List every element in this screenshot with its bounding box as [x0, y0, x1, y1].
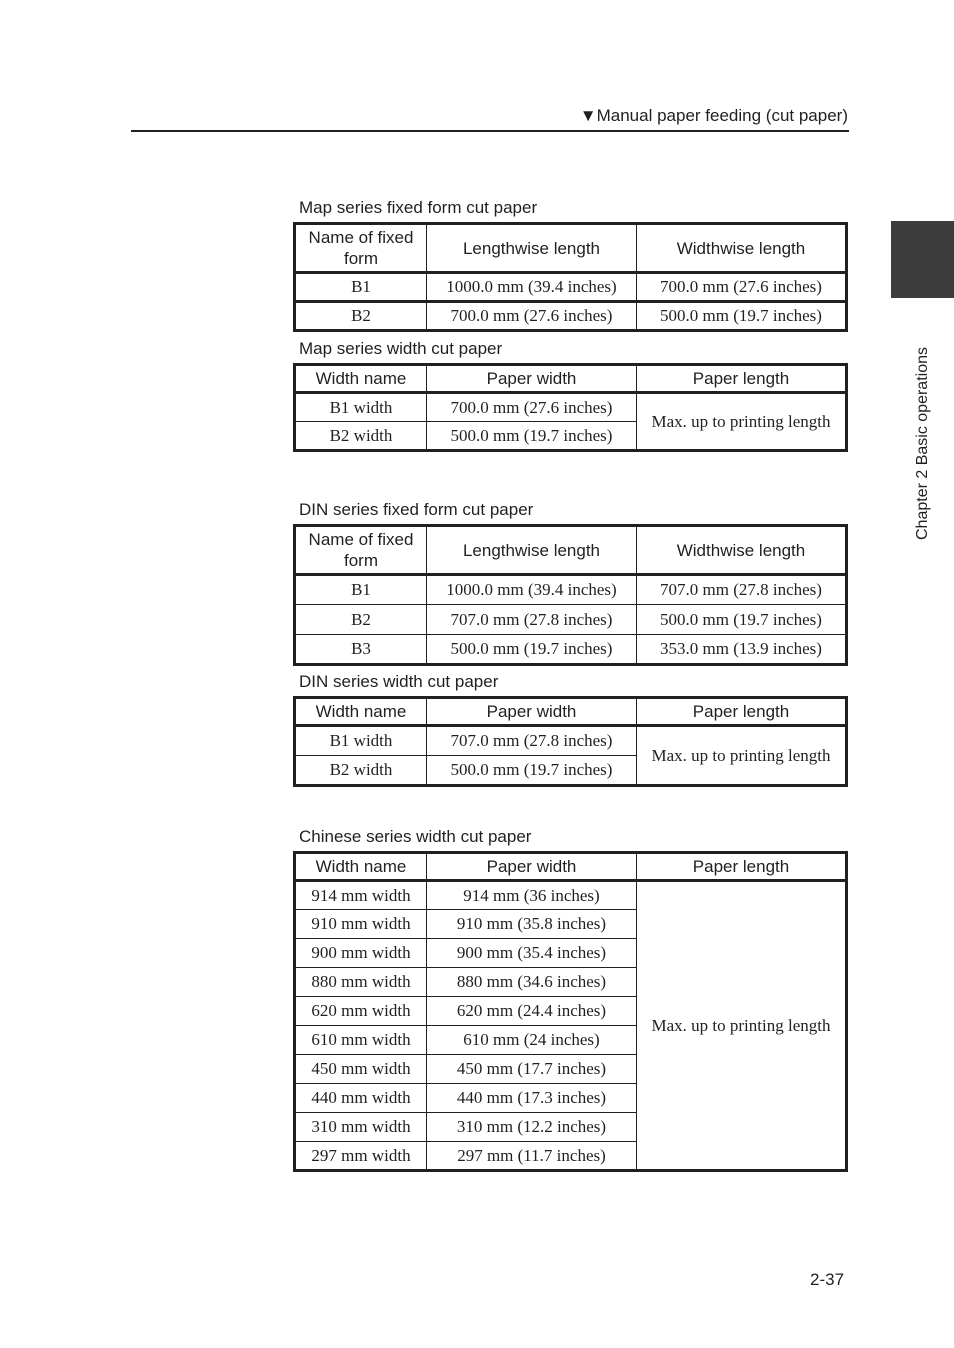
- table-header-row: [295, 853, 847, 881]
- table-cell: 707.0 mm (27.8 inches): [427, 605, 637, 635]
- table-cell: 353.0 mm (13.9 inches): [637, 635, 847, 665]
- table-cell: B2 width: [295, 422, 427, 451]
- triangle-down-icon: ▼: [579, 106, 597, 125]
- column-header: Paper width: [427, 698, 637, 726]
- paper-length-note: Max. up to printing length: [637, 726, 847, 786]
- table-cell: B1 width: [295, 726, 427, 756]
- table-cell: 1000.0 mm (39.4 inches): [427, 273, 637, 302]
- column-header: Width name: [295, 853, 427, 881]
- paper-length-note: Max. up to printing length: [637, 393, 847, 451]
- paper-length-note: Max. up to printing length: [637, 881, 847, 1171]
- chinese-width-caption: Chinese series width cut paper: [299, 827, 532, 846]
- column-header: Width name: [295, 365, 427, 393]
- table-cell: 450 mm (17.7 inches): [427, 1055, 637, 1084]
- table-cell: B1: [295, 273, 427, 302]
- table-cell: 610 mm (24 inches): [427, 1026, 637, 1055]
- chapter-tab-label: Chapter 2 Basic operations: [914, 347, 931, 540]
- table-cell: B1 width: [295, 393, 427, 422]
- header-title-text: Manual paper feeding (cut paper): [596, 106, 848, 125]
- table-header-row: [295, 698, 847, 726]
- table-row: [295, 302, 847, 331]
- table-cell: 440 mm width: [295, 1084, 427, 1113]
- table-cell: 1000.0 mm (39.4 inches): [427, 575, 637, 605]
- table-row: [295, 393, 847, 422]
- table-cell: B2: [295, 302, 427, 331]
- table-cell: B2: [295, 605, 427, 635]
- table-row: [295, 605, 847, 635]
- column-header: Name of fixed form: [295, 526, 427, 575]
- running-header: [580, 106, 848, 126]
- table-cell: 440 mm (17.3 inches): [427, 1084, 637, 1113]
- column-header: Paper length: [637, 365, 847, 393]
- table-cell: 310 mm width: [295, 1113, 427, 1142]
- column-header: Widthwise length: [637, 526, 847, 575]
- table-cell: 620 mm (24.4 inches): [427, 997, 637, 1026]
- column-header: Paper length: [637, 853, 847, 881]
- table-cell: 707.0 mm (27.8 inches): [427, 726, 637, 756]
- page-number: 2-37: [810, 1270, 845, 1289]
- table-cell: 880 mm (34.6 inches): [427, 968, 637, 997]
- table-cell: 310 mm (12.2 inches): [427, 1113, 637, 1142]
- table-cell: B1: [295, 575, 427, 605]
- table-cell: 900 mm width: [295, 939, 427, 968]
- column-header: Paper width: [427, 853, 637, 881]
- din-fixed-table: [293, 524, 848, 666]
- table-cell: 880 mm width: [295, 968, 427, 997]
- chinese-width-table: [293, 851, 848, 1172]
- table-cell: 914 mm (36 inches): [427, 881, 637, 910]
- table-cell: 500.0 mm (19.7 inches): [427, 756, 637, 786]
- table-cell: 620 mm width: [295, 997, 427, 1026]
- table-row: [295, 575, 847, 605]
- table-row: [295, 726, 847, 756]
- table-cell: 500.0 mm (19.7 inches): [427, 635, 637, 665]
- table-cell: 297 mm width: [295, 1142, 427, 1171]
- table-row: [295, 635, 847, 665]
- map-width-table: [293, 363, 848, 452]
- column-header: Lengthwise length: [427, 526, 637, 575]
- column-header: Width name: [295, 698, 427, 726]
- table-row: [295, 881, 847, 910]
- table-header-row: [295, 526, 847, 575]
- table-cell: 297 mm (11.7 inches): [427, 1142, 637, 1171]
- table-cell: 910 mm (35.8 inches): [427, 910, 637, 939]
- table-header-row: [295, 365, 847, 393]
- din-width-table: [293, 696, 848, 787]
- table-cell: 450 mm width: [295, 1055, 427, 1084]
- table-cell: 910 mm width: [295, 910, 427, 939]
- table-header-row: [295, 224, 847, 273]
- column-header: Name of fixed form: [295, 224, 427, 273]
- chapter-tab-block: [891, 221, 954, 298]
- din-fixed-caption: DIN series fixed form cut paper: [299, 500, 534, 519]
- table-cell: 700.0 mm (27.6 inches): [637, 273, 847, 302]
- column-header: Lengthwise length: [427, 224, 637, 273]
- table-cell: 500.0 mm (19.7 inches): [637, 605, 847, 635]
- table-cell: B3: [295, 635, 427, 665]
- table-cell: 500.0 mm (19.7 inches): [427, 422, 637, 451]
- map-fixed-caption: Map series fixed form cut paper: [299, 198, 538, 217]
- map-fixed-table: [293, 222, 848, 332]
- column-header: Paper length: [637, 698, 847, 726]
- table-cell: 707.0 mm (27.8 inches): [637, 575, 847, 605]
- header-rule: [131, 130, 849, 132]
- table-cell: B2 width: [295, 756, 427, 786]
- table-cell: 914 mm width: [295, 881, 427, 910]
- table-cell: 500.0 mm (19.7 inches): [637, 302, 847, 331]
- column-header: Widthwise length: [637, 224, 847, 273]
- table-cell: 700.0 mm (27.6 inches): [427, 393, 637, 422]
- din-width-caption: DIN series width cut paper: [299, 672, 499, 691]
- table-cell: 610 mm width: [295, 1026, 427, 1055]
- table-cell: 700.0 mm (27.6 inches): [427, 302, 637, 331]
- column-header: Paper width: [427, 365, 637, 393]
- table-row: [295, 273, 847, 302]
- map-width-caption: Map series width cut paper: [299, 339, 503, 358]
- table-cell: 900 mm (35.4 inches): [427, 939, 637, 968]
